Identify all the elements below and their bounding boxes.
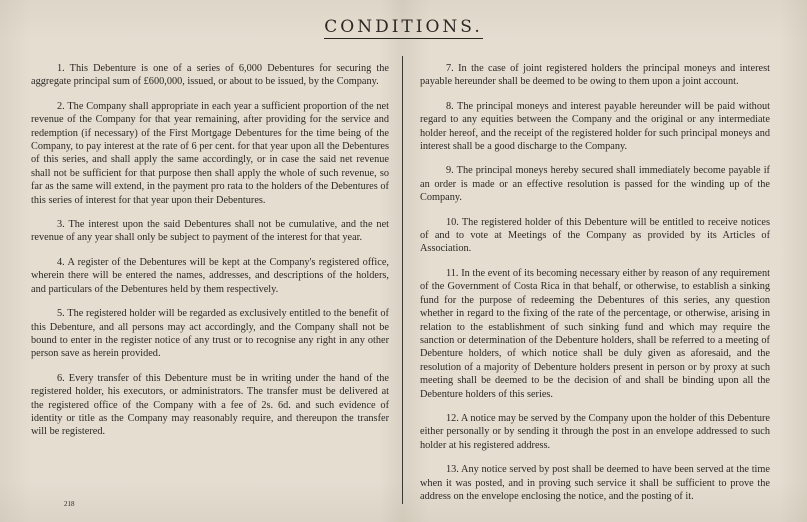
- clause-1: 1. This Debenture is one of a series of 6,000 Debentures for securing the aggregate principal sum of £600,000, issued, or about to be issued, by the Company.: [31, 63, 389, 88]
- clause-10: 10. The registered holder of this Debenture will be entitled to receive notices of and to vote at Meetings of the Company as provided by its Articles of Association.: [420, 216, 770, 255]
- clause-13: 13. Any notice served by post shall be deemed to have been served at the time when it was posted, and in proving such service it shall be sufficient to prove the address on the envelope enclosing the notice, and the posting of it.: [420, 464, 770, 502]
- clause-11: 11. In the event of its becoming necessary either by reason of any requirement of the Government of Costa Rica in that behalf, or otherwise, to establish a sinking fund for the purpose of redeeming the Debentures of this series, any question whether in regard to the fixing of the rate of the percentage, or otherwise, arising in relation to the establishment of such sinking fund and which may require the sanction or determination of the Debenture holders, shall be referred to a meeting of Debenture holders, of which notice shall be duly given as aforesaid, and the resolution of a majority of Debenture holders present in person or by proxy at such meeting shall be deemed to be the decision of and shall be binding upon all the Debenture holders of this series.: [420, 267, 770, 400]
- left-column: [31, 62, 389, 450]
- right-column: [420, 62, 770, 514]
- clause-4: 4. A register of the Debentures will be kept at the Company's registered office, wherein there will be entered the names, addresses, and descriptions of the holders, and particulars of the Debentures held by them respectively.: [31, 256, 389, 295]
- clause-5: 5. The registered holder will be regarded as exclusively entitled to the benefit of this Debenture, and all persons may act accordingly, and the Company shall not be bound to enter in the register notice of any trust or to recognise any right in any other person save as herein provided.: [31, 308, 389, 360]
- clause-7: 7. In the case of joint registered holders the principal moneys and interest payable hereunder shall be deemed to be owing to them upon a joint account.: [420, 63, 770, 88]
- column-divider: [402, 56, 403, 504]
- clause-12: 12. A notice may be served by the Company upon the holder of this Debenture either personally or by sending it through the post in an envelope addressed to such holder at his registered address.: [420, 412, 770, 451]
- clause-2: 2. The Company shall appropriate in each year a sufficient proportion of the net revenue of the Company for that year remaining, after providing for the service and redemption (if necessary) of the First Mortgage Debentures for the time being of the Company, to pay interest at the rate of 6 per cent. for that year upon all the Debentures of this series, and shall apply the same accordingly, or in case the said net revenue shall not be sufficient for that purpose then shall apply the whole of such revenue, so far as the same will extend, in the payment pro rata to the holders of the Debentures of this series of interest for that year upon their Debentures.: [31, 100, 389, 206]
- page-title: CONDITIONS.: [324, 17, 483, 37]
- clause-3: 3. The interest upon the said Debentures shall not be cumulative, and the net revenue of any year shall only be subject to payment of the interest for that year.: [31, 219, 389, 244]
- printer-number: 218: [64, 500, 75, 508]
- clause-6: 6. Every transfer of this Debenture must be in writing under the hand of the registered holder, his executors, or administrators. The transfer must be delivered at the registered office of the Company with a fee of 2s. 6d. and such evidence of identity or title as the Company may reasonably require, and thereupon the transfer will be registered.: [31, 372, 389, 438]
- clause-8: 8. The principal moneys and interest payable hereunder will be paid without regard to any equities between the Company and the original or any intermediate holder hereof, and the receipt of the registered holder for such principal moneys and interest shall be a good discharge to the Company.: [420, 100, 770, 153]
- clause-9: 9. The principal moneys hereby secured shall immediately become payable if an order is made or an effective resolution is passed for the winding up of the Company.: [420, 165, 770, 204]
